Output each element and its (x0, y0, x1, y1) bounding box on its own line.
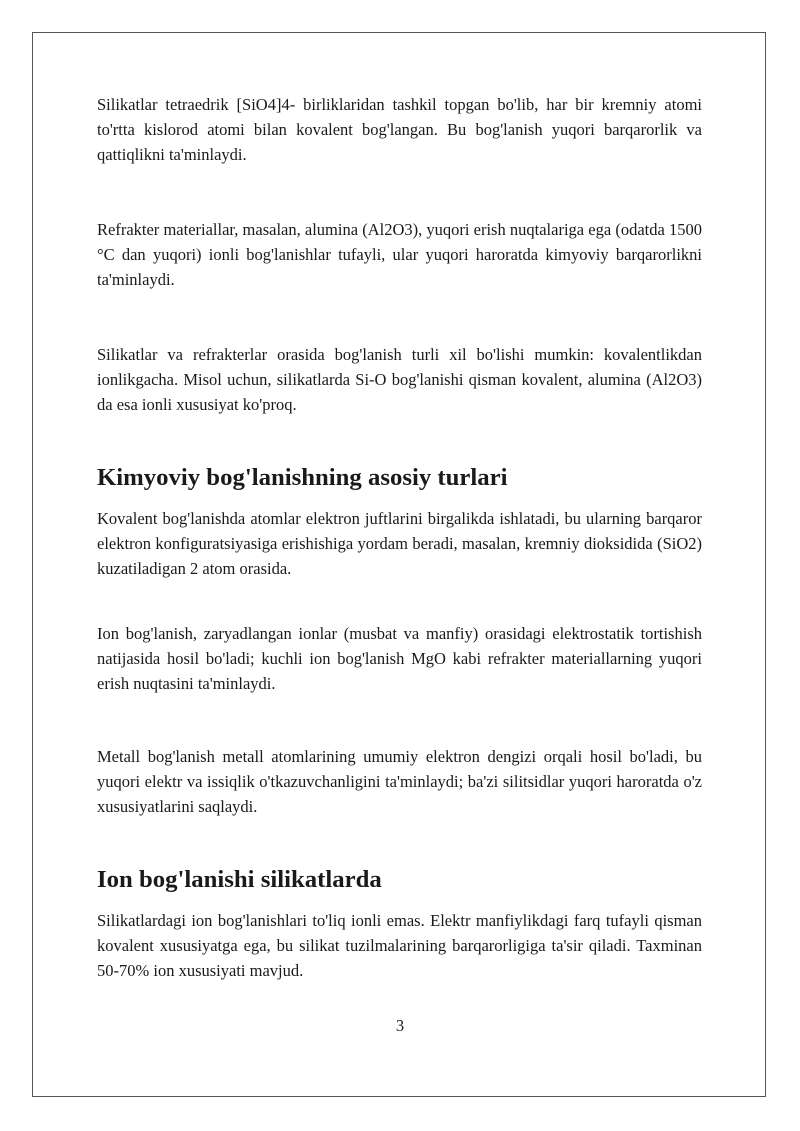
paragraph-silicate-tetrahedra: Silikatlar tetraedrik [SiO4]4- birliklaridan tashkil topgan bo'lib, har bir kremniy atomi to'rtta kislorod atomi bilan kovalent bog'langan. Bu bog'lanish yuqori barqarorlik va qattiqlikni ta'minlaydi. (97, 95, 702, 164)
section-heading-bond-types: Kimyoviy bog'lanishning asosiy turlari (97, 464, 508, 491)
document-body (97, 92, 702, 983)
paragraph-ionic-bond: Ion bog'lanish, zaryadlangan ionlar (musbat va manfiy) orasidagi elektrostatik tortishish natijasida hosil bo'ladi; kuchli ion bog'lanish MgO kabi refrakter materiallarning yuqori erish nuqtasini ta'minlaydi. (97, 624, 702, 693)
paragraph-ionic-character: Silikatlardagi ion bog'lanishlari to'liq ionli emas. Elektr manfiylikdagi farq tufayli qisman kovalent xususiyatga ega, bu silikat tuzilmalarining barqarorligiga ta'sir qiladi. Taxminan 50-70% ion xususiyati mavjud. (97, 911, 702, 980)
paragraph-metallic-bond: Metall bog'lanish metall atomlarining umumiy elektron dengizi orqali hosil bo'ladi, bu yuqori elektr va issiqlik o'tkazuvchanligini ta'minlaydi; ba'zi silitsidlar yuqori haroratda o'z xususiyatlarini saqlaydi. (97, 747, 702, 816)
paragraph-refractory-materials: Refrakter materiallar, masalan, alumina (Al2O3), yuqori erish nuqtalariga ega (odatda 1500 °C dan yuqori) ionli bog'lanishlar tufayli, ular yuqori haroratda kimyoviy barqarorlikni ta'minlaydi. (97, 220, 702, 289)
page-number: 3 (395, 1016, 405, 1035)
paragraph-bonding-range: Silikatlar va refrakterlar orasida bog'lanish turli xil bo'lishi mumkin: kovalentlikdan ionlikgacha. Misol uchun, silikatlarda Si-O bog'lanishi qisman kovalent, alumina (Al2O3) da esa ionli xususiyat ko'proq. (97, 345, 702, 414)
paragraph-covalent-bond: Kovalent bog'lanishda atomlar elektron juftlarini birgalikda ishlatadi, bu ularning barqaror elektron konfiguratsiyasiga erishishiga yordam beradi, masalan, kremniy dioksidida (SiO2) kuzatiladigan 2 atom orasida. (97, 509, 702, 578)
section-heading-ionic-in-silicates: Ion bog'lanishi silikatlarda (97, 866, 382, 893)
